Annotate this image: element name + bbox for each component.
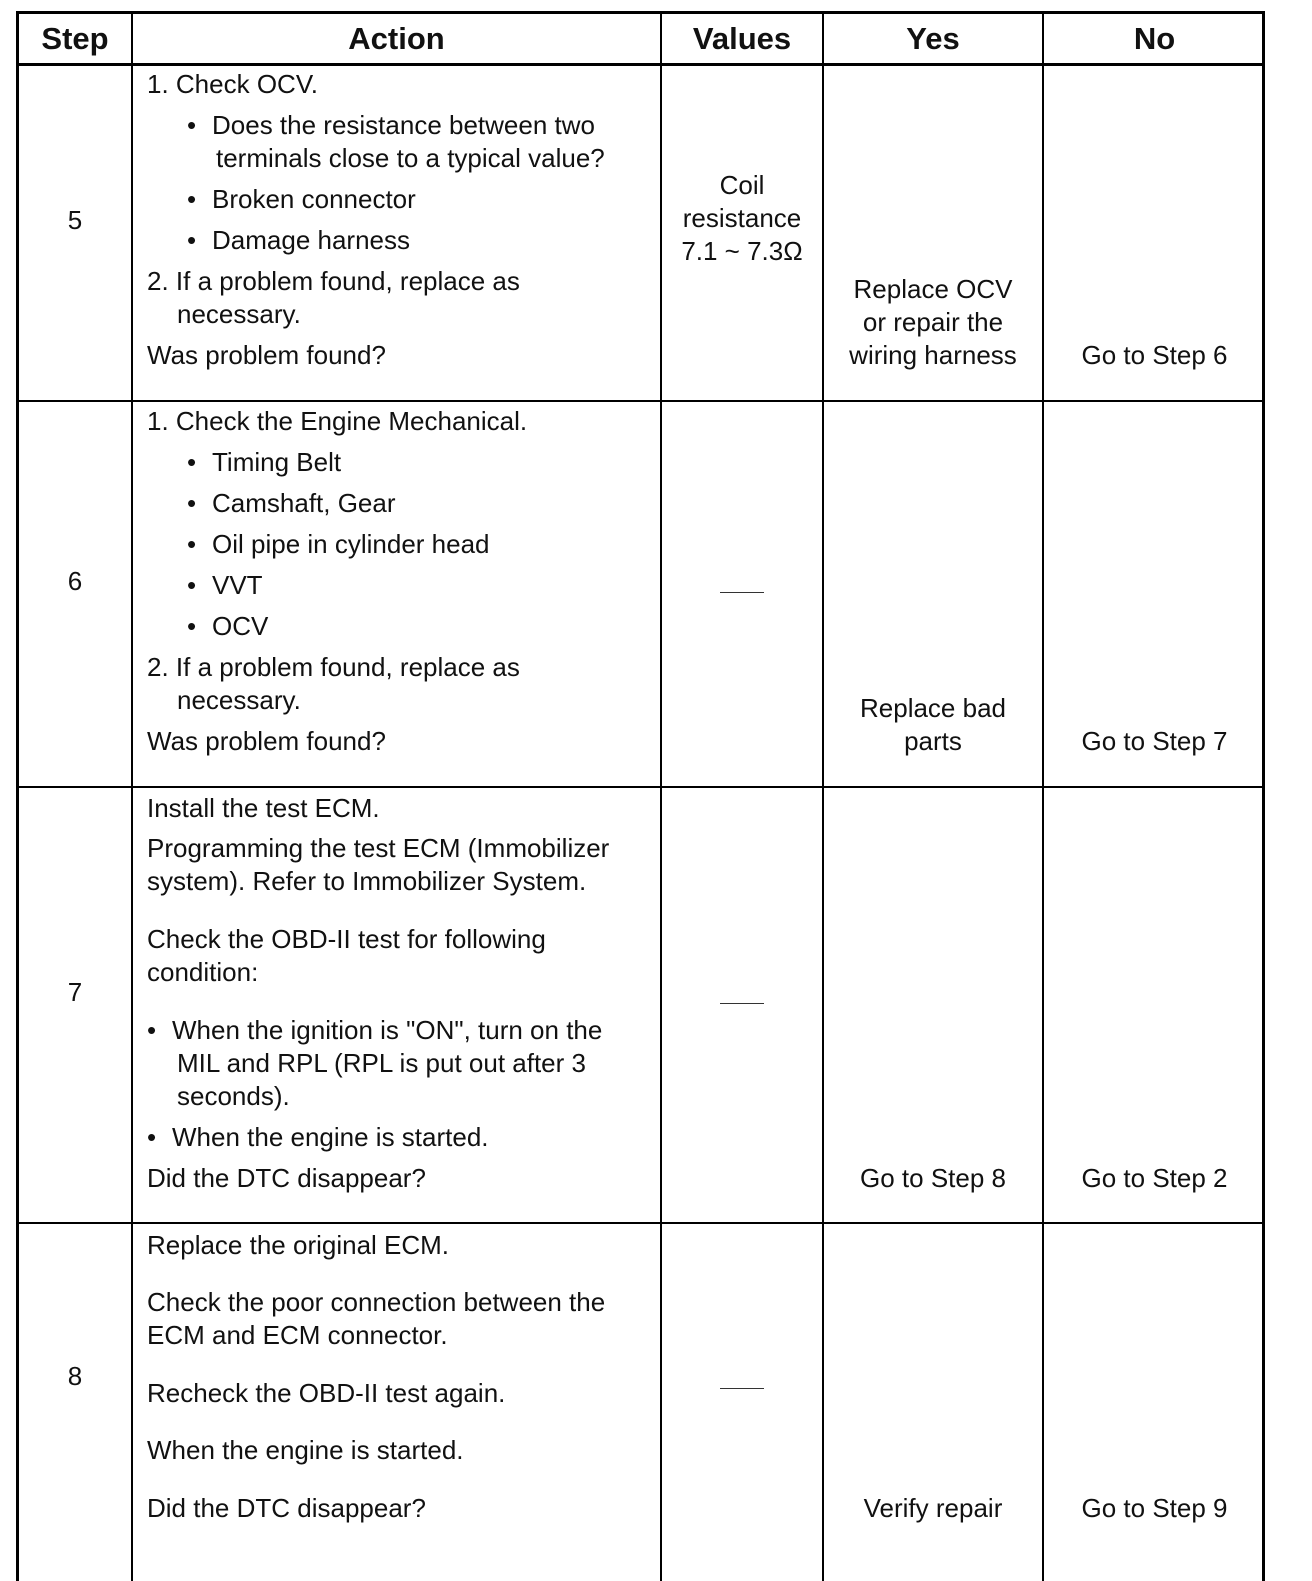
yes-line: Replace bad: [860, 693, 1006, 723]
action-bullet: • Camshaft, Gear: [212, 487, 396, 520]
action-question: Did the DTC disappear?: [147, 1163, 426, 1193]
no-line: Go to Step 7: [1081, 726, 1228, 756]
action-question: Was problem found?: [147, 340, 386, 370]
action-line: seconds).: [177, 1081, 290, 1111]
action-line: Install the test ECM.: [147, 793, 380, 823]
values-line: Coil: [719, 170, 765, 200]
action-line: 1. Check OCV.: [147, 69, 319, 99]
no-line: Go to Step 9: [1081, 1493, 1228, 1523]
no-line: Go to Step 2: [1081, 1163, 1228, 1193]
action-line: When the engine is started.: [147, 1435, 464, 1465]
step-number: 5: [67, 205, 83, 235]
yes-line: Replace OCV: [853, 274, 1013, 304]
action-line: necessary.: [177, 685, 301, 715]
yes-line: parts: [904, 726, 962, 756]
values-dash: [720, 1003, 764, 1004]
yes-line: Verify repair: [863, 1493, 1003, 1523]
action-question: Was problem found?: [147, 726, 386, 756]
col-divider: [131, 14, 133, 1581]
step-number: 7: [67, 977, 83, 1007]
header-yes: Yes: [906, 21, 960, 56]
step-number: 8: [67, 1361, 83, 1391]
row-divider: [19, 786, 1262, 788]
action-bullet: • VVT: [212, 569, 263, 602]
row-divider: [19, 1222, 1262, 1224]
action-line: Programming the test ECM (Immobilizer: [147, 833, 610, 863]
action-line: condition:: [147, 957, 259, 987]
col-divider: [1042, 14, 1044, 1581]
action-line: necessary.: [177, 299, 301, 329]
header-action: Action: [348, 21, 445, 56]
action-bullet: • Oil pipe in cylinder head: [212, 528, 490, 561]
action-line: 2. If a problem found, replace as: [147, 266, 520, 296]
action-bullet: • When the engine is started.: [172, 1121, 489, 1154]
action-line: Check the poor connection between the: [147, 1287, 606, 1317]
header-values: Values: [692, 21, 792, 56]
step-number: 6: [67, 566, 83, 596]
row-divider: [19, 400, 1262, 402]
header-step: Step: [41, 21, 109, 56]
action-line: terminals close to a typical value?: [216, 143, 605, 173]
action-line: Recheck the OBD-II test again.: [147, 1378, 506, 1408]
values-line: 7.1 ~ 7.3Ω: [681, 236, 803, 266]
troubleshooting-table: [16, 11, 1265, 1581]
no-line: Go to Step 6: [1081, 340, 1228, 370]
action-bullet: • When the ignition is "ON", turn on the: [172, 1014, 602, 1047]
action-bullet: • Damage harness: [212, 224, 410, 257]
action-line: Replace the original ECM.: [147, 1230, 450, 1260]
action-line: ECM and ECM connector.: [147, 1320, 448, 1350]
col-divider: [822, 14, 824, 1581]
action-bullet: • OCV: [212, 610, 268, 643]
yes-line: Go to Step 8: [860, 1163, 1006, 1193]
action-line: MIL and RPL (RPL is put out after 3: [177, 1048, 586, 1078]
action-line: 2. If a problem found, replace as: [147, 652, 520, 682]
action-line: Check the OBD-II test for following: [147, 924, 546, 954]
yes-line: or repair the: [862, 307, 1004, 337]
values-line: resistance: [682, 203, 802, 233]
action-bullet: • Timing Belt: [212, 446, 341, 479]
action-line: 1. Check the Engine Mechanical.: [147, 406, 528, 436]
yes-line: wiring harness: [849, 340, 1017, 370]
action-bullet: • Broken connector: [212, 183, 416, 216]
action-bullet: • Does the resistance between two: [212, 109, 595, 142]
action-line: system). Refer to Immobilizer System.: [147, 866, 587, 896]
action-question: Did the DTC disappear?: [147, 1493, 426, 1523]
values-dash: [720, 1388, 764, 1389]
values-dash: [720, 592, 764, 593]
header-no: No: [1133, 21, 1176, 56]
